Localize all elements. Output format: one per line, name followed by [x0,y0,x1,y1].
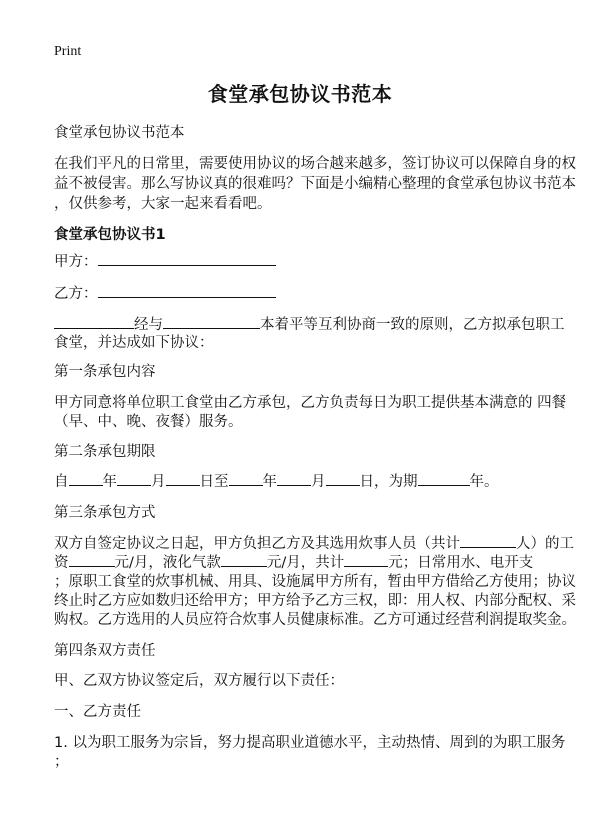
blank-field [460,533,516,548]
section-heading: 食堂承包协议书1 [54,227,166,243]
article-text-part: 元/月，共计 [266,555,345,571]
blank-field [163,314,260,329]
blank-field [229,471,263,486]
article-title: 第四条双方责任 [54,643,156,659]
subsection-title: 一、乙方责任 [54,704,141,720]
article-text-part: 元/月，液化气款 [114,555,221,571]
article-text-part: 元；日常用水、电开支 [388,555,534,571]
list-item-continued: ； [54,754,69,770]
article-text: 甲方同意将单位职工食堂由乙方承包，乙方负责每日为职工提供基本满意的 四餐 [54,395,567,411]
blank-field [277,471,311,486]
party-b-label: 乙方： [54,286,98,302]
blank-field [69,471,103,486]
article-text-part: 资 [54,555,69,571]
article-text [54,532,574,553]
term-text: 自 [54,474,69,490]
article-text: 终止时乙方应如数归还给甲方；甲方给予乙方三权，即：用人权、内部分配权、采 [54,593,576,609]
term-text: 月 [151,474,166,490]
blank-field [117,471,151,486]
party-a-label: 甲方： [54,254,98,270]
article-title: 第三条承包方式 [54,505,156,521]
consult-text: 本着平等互利协商一致的原则，乙方拟承包职工 [260,317,565,333]
intro-paragraph-line: 益不被侵害。那么写协议真的很难吗？下面是小编精心整理的食堂承包协议书范本 [54,176,576,192]
blank-field [69,552,115,567]
consult-text: 经与 [134,317,163,333]
article-text: （早、中、晚、夜餐）服务。 [54,414,243,430]
article-text: ；原职工食堂的炊事机械、用具、设施属甲方所有，暂由甲方借给乙方使用；协议 [54,574,576,590]
term-text: 日至 [199,474,229,490]
page-title: 食堂承包协议书范本 [207,82,393,106]
term-text: 日，为期 [359,474,418,490]
article-title: 第一条承包内容 [54,364,156,380]
print-label[interactable]: Print [54,44,82,59]
article-text [54,551,533,572]
list-item: 1. 以为职工服务为宗旨，努力提高职业道德水平，主动热情、周到的为职工服务 [54,735,566,751]
blank-field [344,552,388,567]
blank-field [326,471,360,486]
article-text-part: 双方自签定协议之日起，甲方负担乙方及其选用炊事人员（共计 [54,536,460,552]
article-text: 购权。乙方选用的人员应符合炊事人员健康标准。乙方可通过经营利润提取奖金。 [54,612,576,628]
term-text: 年 [262,474,277,490]
article-text: 甲、乙双方协议签定后，双方履行以下责任： [54,673,344,689]
blank-field [54,314,134,329]
document-subtitle: 食堂承包协议书范本 [54,125,185,141]
blank-field [221,552,267,567]
consult-line-2: 食堂，并达成如下协议： [54,335,214,351]
term-text: 年。 [469,474,499,490]
intro-paragraph-line: 在我们平凡的日常里，需要使用协议的场合越来越多，签订协议可以保障自身的权 [54,156,576,172]
intro-paragraph-line: ，仅供参考，大家一起来看看吧。 [54,196,272,212]
blank-field [98,251,276,266]
blank-field [98,283,276,298]
article-text-part: 人）的工 [516,536,574,552]
blank-field [418,471,470,486]
blank-field [166,471,200,486]
term-text: 月 [311,474,326,490]
term-text: 年 [102,474,117,490]
party-b-line [54,282,276,303]
article-title: 第二条承包期限 [54,444,156,460]
party-a-line [54,250,276,271]
term-line [54,470,499,491]
